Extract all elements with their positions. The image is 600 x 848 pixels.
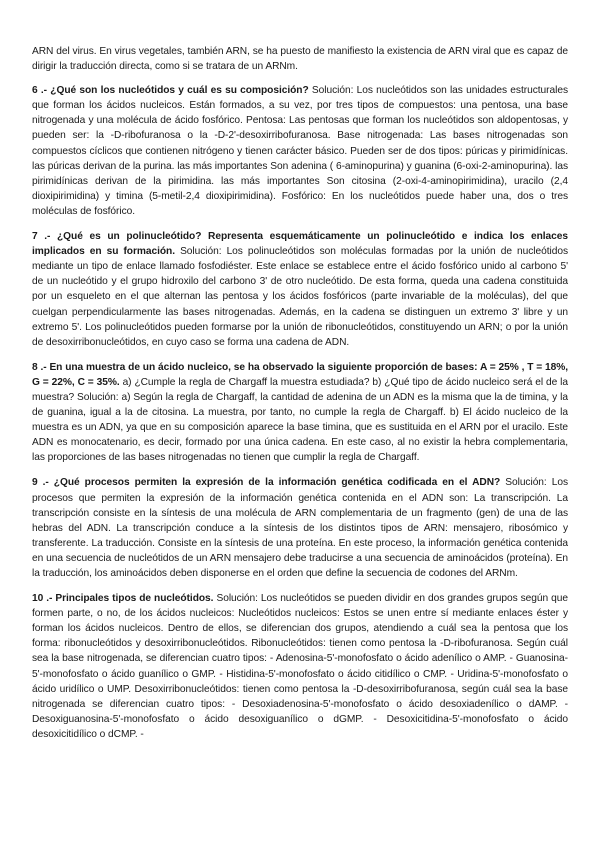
document-page [32,44,568,752]
question-7-answer: Solución: Los polinucleótidos son moléculas formadas por la unión de nucleótidos mediante un tipo de enlace llamado fosfodiéster. Este enlace se establece entre el ácido fosfórico unido al carbono 5' de un nucleótido y el grupo hidroxilo del carbono 3' de otro nucleótido. De esta forma, queda una cadena constituida por un esqueleto en el que alternan las pentosa y los ácidos fosfóricos (parte invariable de la moléculas), del que cuelgan perpendicularmente las bases nitrogenadas. Además, en la cadena se distinguen un extremo 3' libre y un extremo 5'. Los polinucleótidos pueden formarse por la unión de ribonucleótidos, constituyendo un ARN; o por la unión de desoxirribonucleótidos, en cuyo caso se forma una cadena de ADN. [32,246,568,348]
question-8-heading: 8 .- En una muestra de un ácido nucleico, se ha observado la siguiente proporción de bases: A = 25% , T = 18%, G = 22%, C = 35%. [32,361,568,388]
question-7-heading: 7 .- ¿Qué es un polinucleótido? Representa esquemáticamente un polinucleótido e indica los enlaces implicados en su formación. [32,231,568,258]
question-10-paragraph [32,591,568,742]
question-8-answer: a) ¿Cumple la regla de Chargaff la muestra estudiada? b) ¿Qué tipo de ácido nucleico será el de la muestra? Solución: a) Según la regla de Chargaff, la cantidad de adenina de un ADN es la misma que la de timina, y la de guanina, igual a la de citosina. La muestra, por tanto, no cumple la regla de Chargaff. b) El ácido nucleico de la muestra es un ADN, ya que en su composición aparece la base timina, que es sustituida en el ARN por el uracilo. Este ADN es monocatenario, es decir, formado por una única cadena. En este caso, al no existir la hebra complementaria, las proporciones de las bases nitrogenadas no tienen que cumplir la regla de Chargaff. [32,376,568,464]
question-6-answer: Solución: Los nucleótidos son las unidades estructurales que forman los ácidos nucleicos. Están formados, a su vez, por tres tipos de compuestos: una pentosa, una base nitrogenada y una molécula de ácido fosfórico. Pentosa: Las pentosas que forman los nucleótidos son aldopentosas, y pueden ser: la -D-ribofuranosa o la -D-2'-desoxirribofuranosa. Base nitrogenada: Las bases nitrogenadas son compuestos cíclicos que contienen nitrógeno y tienen carácter básico. Pueden ser de dos tipos: púricas y pirimidínicas. las púricas derivan de la purina. las más importantes Son adenina ( 6-aminopurina) y guanina (6-oxi-2-aminopurina). las pirimidínicas derivan de la pirimidina. las más importantes Son citosina (2-oxi-4-aminopirimidina), uracilo (2,4 dioxipirimidina) y timina (5-metil-2,4 dioxipirimidina). Fosfórico: En los nucleótidos puede haber una, dos o tres moléculas de fosfórico. [32,85,568,217]
question-9-answer: Solución: Los procesos que permiten la expresión de la información genética contenida en el ADN son: La transcripción. La transcripción consiste en la síntesis de una molécula de ARN complementaria de un fragmento (gen) de una de las hebras del ADN. La transcripción conduce a la síntesis de los distintos tipos de ARN: mensajero, ribosómico y transferente. La traducción. Consiste en la síntesis de una proteína. En este proceso, la información genética contenida en una secuencia de nucleótidos de un ARN mensajero debe traducirse a una secuencia de aminoácidos (proteína). En la traducción, los aminoácidos deben disponerse en el orden que define la secuencia de codones del ARNm. [32,477,569,579]
question-10-heading: 10 .- Principales tipos de nucleótidos. [32,593,214,605]
question-6-paragraph [32,83,568,219]
question-9-paragraph [32,475,568,581]
question-7-paragraph [32,229,568,350]
question-10-answer: Solución: Los nucleótidos se pueden dividir en dos grandes grupos según que formen parte, o no, de los ácidos nucleicos: Nucleótidos nucleicos: Estos se unen entre sí mediante enlaces éster y forman los ácidos nucleicos. Dentro de ellos, se diferencian dos grupos, atendiendo a cuál sea la pentosa que los forma: ribonucleótidos y desoxirribonucleótidos. Ribonucleótidos: tienen como pentosa la -D-ribofuranosa. Según cuál sea la base nitrogenada, se diferencian cuatro tipos: - Adenosina-5'-monofosfato o ácido adenílico o AMP. - Guanosina-5'-monofosfato o ácido guanílico o GMP. - Histidina-5'-monofosfato o ácido citidílico o CMP. - Uridina-5'-monofosfato o ácido uridílico o UMP. Desoxirribonucleótidos: tienen como pentosa la -D-desoxirribofuranosa, según cuál sea la base nitrogenada se diferencian cuatro tipos: - Desoxiadenosina-5'-monofosfato o ácido desoxiadenílico o dAMP. - Desoxiguanosina-5'-monofosfato o ácido desoxiguanílico o dGMP. - Desoxicitidina-5'-monofosfato o ácido desoxicitidílico o dCMP. - [32,593,568,740]
intro-paragraph: ARN del virus. En virus vegetales, también ARN, se ha puesto de manifiesto la existencia de ARN viral que es capaz de dirigir la traducción directa, como si se tratara de un ARNm. [32,46,568,73]
question-8-paragraph [32,360,568,466]
question-6-heading: 6 .- ¿Qué son los nucleótidos y cuál es su composición? [32,85,309,97]
question-9-heading: 9 .- ¿Qué procesos permiten la expresión de la información genética codificada en el ADN? [32,477,501,489]
